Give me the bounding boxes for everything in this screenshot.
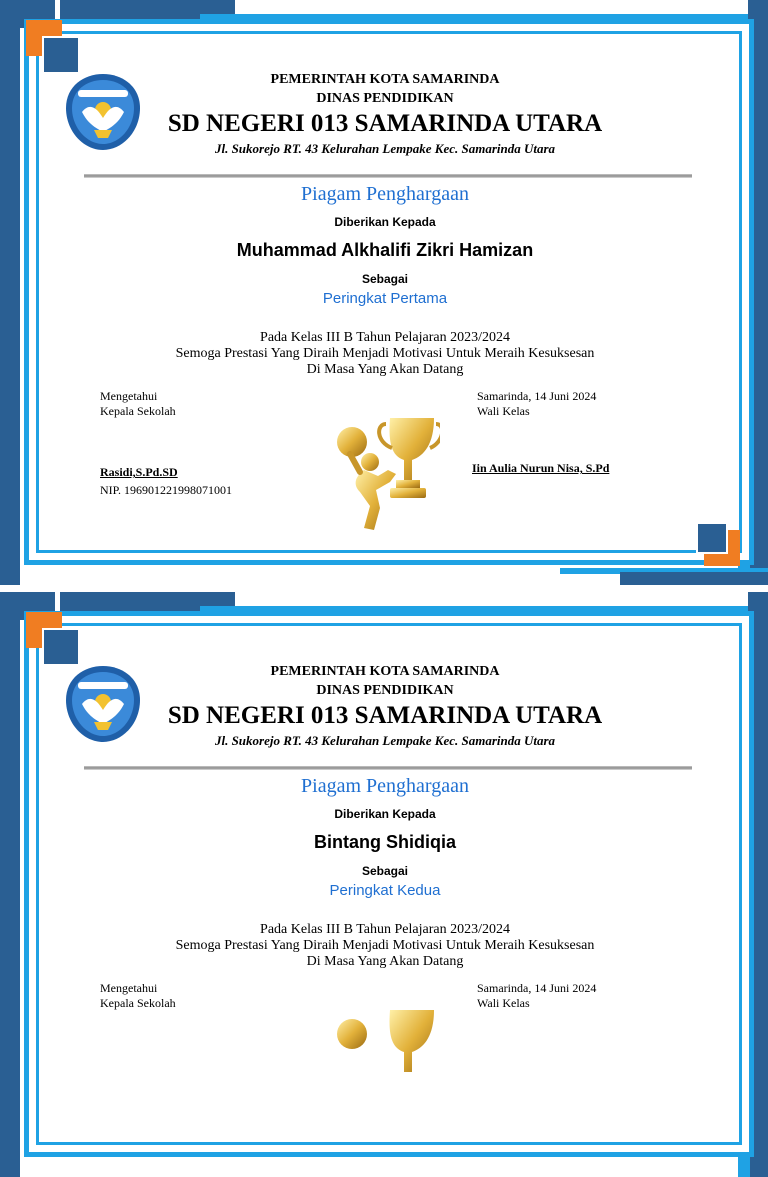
corner-square-blue [696,522,728,554]
school-address: Jl. Sukorejo RT. 43 Kelurahan Lempake Kec. Samarinda Utara [214,733,556,748]
department-name: DINAS PENDIDIKAN [316,91,454,106]
certificate-title: Piagam Penghargaan [301,775,469,797]
frame-left-band [0,0,20,585]
principal-title: Kepala Sekolah [100,996,176,1010]
department-name: DINAS PENDIDIKAN [316,683,454,698]
frame-bottom-band [620,572,768,585]
certificate-title: Piagam Penghargaan [301,183,469,205]
as-label: Sebagai [361,864,409,878]
given-to-label: Diberikan Kepada [334,215,436,229]
principal-name: Rasidi,S.Pd.SD [100,465,178,479]
government-name: PEMERINTAH KOTA SAMARINDA [270,664,500,679]
government-name: PEMERINTAH KOTA SAMARINDA [270,72,500,87]
place-date: Samarinda, 14 Juni 2024 [477,389,597,403]
frame-left-band [0,592,20,1177]
corner-square-blue [42,36,80,74]
corner-square-blue [42,628,80,666]
teacher-title: Wali Kelas [477,404,530,418]
school-address: Jl. Sukorejo RT. 43 Kelurahan Lempake Kec. Samarinda Utara [214,141,556,156]
header-divider [84,766,692,770]
motivation-text: Semoga Prestasi Yang Diraih Menjadi Motivasi Untuk Meraih Kesuksesan [175,938,595,953]
header-divider [84,174,692,178]
principal-title: Kepala Sekolah [100,404,176,418]
given-to-label: Diberikan Kepada [334,807,436,821]
teacher-title: Wali Kelas [477,996,530,1010]
gold-trophy-figure-icon [330,1002,440,1127]
acknowledged-label: Mengetahui [100,389,158,403]
certificate-second [0,592,768,1177]
future-text: Di Masa Yang Akan Datang [306,954,464,969]
future-text: Di Masa Yang Akan Datang [306,362,464,377]
gold-trophy-figure-icon [330,410,440,535]
acknowledged-label: Mengetahui [100,981,158,995]
place-date: Samarinda, 14 Juni 2024 [477,981,597,995]
rank-text: Peringkat Kedua [329,882,441,899]
school-name: SD NEGERI 013 SAMARINDA UTARA [167,110,603,137]
school-name: SD NEGERI 013 SAMARINDA UTARA [167,702,603,729]
certificate-first [0,0,768,585]
recipient-name: Muhammad Alkhalifi Zikri Hamizan [236,240,534,260]
motivation-text: Semoga Prestasi Yang Diraih Menjadi Motivasi Untuk Meraih Kesuksesan [175,346,595,361]
class-year-text: Pada Kelas III B Tahun Pelajaran 2023/2024 [260,922,510,937]
class-year-text: Pada Kelas III B Tahun Pelajaran 2023/2024 [260,330,510,345]
principal-nip: NIP. 196901221998071001 [100,483,233,497]
teacher-name: Iin Aulia Nurun Nisa, S.Pd [472,461,610,475]
rank-text: Peringkat Pertama [322,290,448,307]
recipient-name: Bintang Shidiqia [314,832,456,852]
as-label: Sebagai [361,272,409,286]
